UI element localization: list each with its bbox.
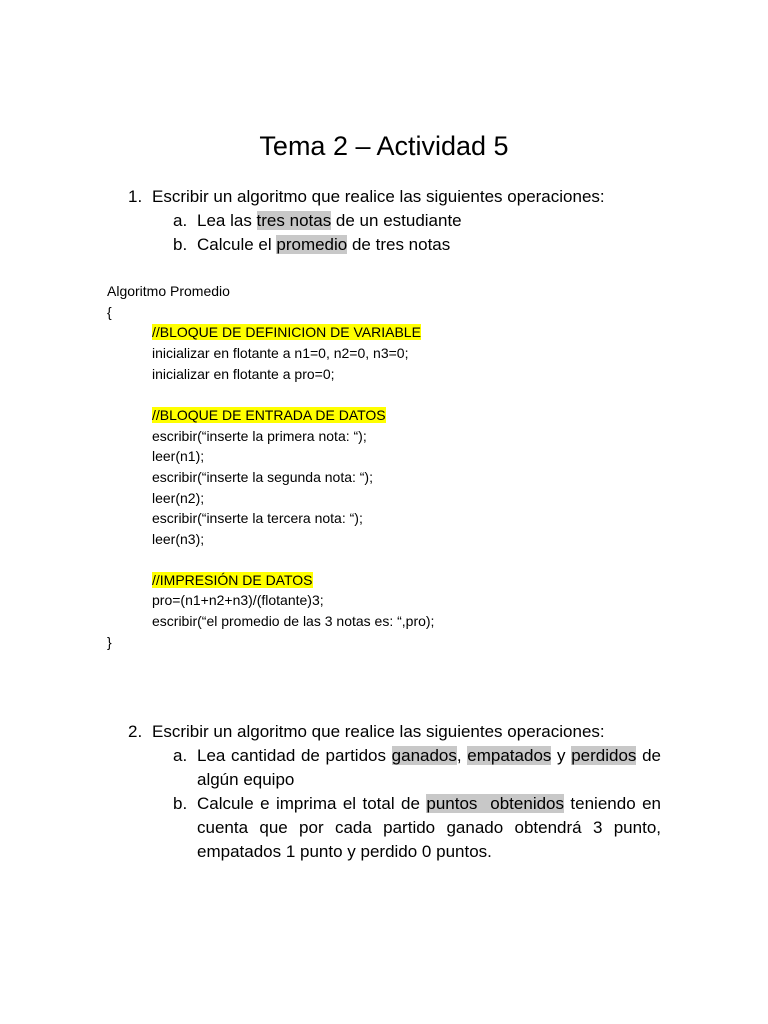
highlighted-term: tres notas <box>256 211 332 230</box>
code-comment-variables <box>152 322 421 343</box>
code-line: escribir(“inserte la segunda nota: “); <box>152 469 373 485</box>
item-text <box>197 792 661 864</box>
text-run: de un estudiante <box>331 211 462 230</box>
text-run: Lea las <box>197 211 257 230</box>
code-line: inicializar en flotante a pro=0; <box>152 366 335 382</box>
page-title: Tema 2 – Actividad 5 <box>259 131 509 161</box>
question-1-text: Escribir un algoritmo que realice las siguientes operaciones: <box>152 187 605 206</box>
text-run: Calcule e imprima el total de <box>197 794 427 813</box>
code-comment-output <box>152 570 313 591</box>
highlighted-term: promedio <box>276 235 348 254</box>
highlighted-term: ganados <box>391 746 457 765</box>
code-header: Algoritmo Promedio <box>107 283 230 299</box>
text-run: Calcule el <box>197 235 277 254</box>
highlighted-term: perdidos <box>571 746 637 765</box>
highlighted-comment: //BLOQUE DE ENTRADA DE DATOS <box>152 407 386 423</box>
text-run: teniendo en cuenta que por cada partido ganado obtendrá 3 punto, empatados 1 punto y perdido 0 puntos. <box>197 794 661 861</box>
item-letter: b. <box>173 794 188 813</box>
item-letter: a. <box>173 211 188 230</box>
item-letter: a. <box>173 746 188 765</box>
question-1-number: 1. <box>128 187 143 206</box>
highlighted-comment: //IMPRESIÓN DE DATOS <box>152 572 313 588</box>
item-text <box>197 209 462 233</box>
item-text <box>197 744 661 792</box>
highlighted-term: empatados <box>467 746 552 765</box>
code-close-brace: } <box>107 634 112 650</box>
question-2-number: 2. <box>128 722 143 741</box>
code-open-brace: { <box>107 304 112 320</box>
text-run: Lea cantidad de partidos <box>197 746 392 765</box>
highlighted-term: puntos obtenidos <box>426 794 564 813</box>
text-run: de tres notas <box>347 235 451 254</box>
question-2-text: Escribir un algoritmo que realice las siguientes operaciones: <box>152 722 605 741</box>
text-run: de algún equipo <box>197 746 662 789</box>
highlighted-comment: //BLOQUE DE DEFINICION DE VARIABLE <box>152 324 421 340</box>
code-line: leer(n1); <box>152 448 205 464</box>
text-run: , <box>456 746 468 765</box>
code-line: pro=(n1+n2+n3)/(flotante)3; <box>152 592 324 608</box>
code-line: escribir(“el promedio de las 3 notas es: “,pro); <box>152 613 435 629</box>
code-line: inicializar en flotante a n1=0, n2=0, n3=0; <box>152 345 409 361</box>
code-line: leer(n3); <box>152 531 205 547</box>
code-comment-input <box>152 405 386 426</box>
code-line: escribir(“inserte la tercera nota: “); <box>152 510 363 526</box>
code-line: escribir(“inserte la primera nota: “); <box>152 428 367 444</box>
text-run: y <box>551 746 572 765</box>
item-text <box>197 233 450 257</box>
code-line: leer(n2); <box>152 490 205 506</box>
item-letter: b. <box>173 235 188 254</box>
